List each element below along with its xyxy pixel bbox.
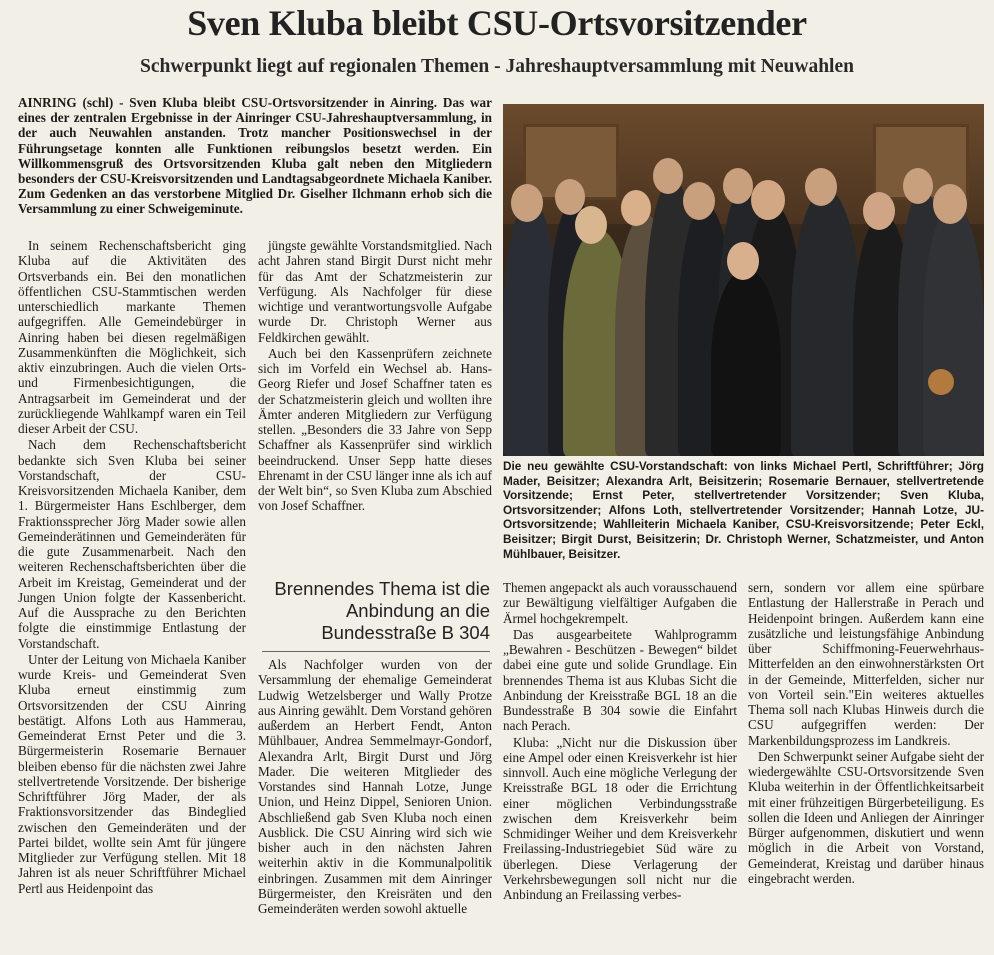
person-head [511,184,543,222]
person-head [903,168,933,204]
paragraph: Themen angepackt als auch vorausschauend zur Bewältigung vielfältiger Aufgaben die Ärmel hochgekrempelt. [503,580,737,626]
person-head [621,190,651,226]
paragraph: Das ausgearbeitete Wahlprogramm „Bewahren - Beschützen - Bewegen“ bildet dabei eine gute und solide Grundlage. Ein brennendes Thema ist aus Klubas Sicht die Anbindung der Kreisstraße BGL 18 an die Bundesstraße B 304 sowie die Einfahrt nach Perach. [503,626,737,734]
person-head [727,242,759,280]
column-4 [748,580,984,886]
column-2-lower [258,657,492,916]
person-head [805,168,837,206]
paragraph: Als Nachfolger wurden von der Versammlung der ehemalige Gemeinderat Ludwig Wetzelsberger und Wally Protze aus Ainring gewählt. Dem Vorstand gehören außerdem an Herbert Fendt, Anton Mühlbauer, Andrea Semmelmayr-Gondorf, Alexandra Arlt, Birgit Durst und Jörg Mader. Die weiteren Mitglieder des Vorstandes sind Hannah Lotze, Junge Union, und Heinz Dippel, Senioren Union. Abschließend gab Sven Kluba noch einen Ausblick. Die CSU Ainring wird sich wie bisher auch in den nächsten Jahren weiterhin aktiv in die Kommunalpolitik einbringen. Zusammen mit dem Ainringer Bürgermeister, den Kreisräten und den Gemeinderäten werden sowohl aktuelle [258,657,492,916]
subhead: Brennendes Thema ist die Anbindung an die Bundesstraße B 304 [274,578,490,643]
person-head [575,206,607,244]
paragraph: Kluba: „Nicht nur die Diskussion über eine Ampel oder einen Kreisverkehr ist hier sinnvoll. Auch eine mögliche Verlegung der Kreisstraße BGL 18 oder die Errichtung einer möglichen Verbindungsstraße zwischen dem Kreisverkehr beim Schmidinger Weiher und dem Kreisverkehr Freilassing-Industriegebiet Süd wäre zu überlegen. Diese Verlagerung der Verkehrsbewegungen soll nicht nur die Anbindung an Freilassing verbes- [503,734,737,902]
column-3 [503,580,737,902]
paragraph: jüngste gewählte Vorstandsmitglied. Nach acht Jahren stand Birgit Durst nicht mehr für das Amt der Schatzmeisterin zur Verfügung. Als Nachfolger für diese wichtige und verantwortungsvolle Aufgabe wurde Dr. Christoph Werner aus Feldkirchen gewählt. [258,238,492,345]
headline: Sven Kluba bleibt CSU-Ortsvorsitzender [187,3,807,43]
group-photo [503,104,984,456]
person-head [933,184,967,224]
column-1 [18,238,246,896]
paragraph: Nach dem Rechenschaftsbericht bedankte sich Sven Kluba bei seiner Vorstandschaft, der CSU- Kreisvorsitzenden Michaela Kaniber, dem 1. Bürgermeister Hans Eschlberger, dem Fraktionssprecher Jörg Mader sowie allen Gemeinderätinnen und Gemeinderäten für die gute Zusammenarbeit. Nach den weiteren Rechenschaftsberichten über die Arbeit im Kreistag, Gemeinderat und der Jungen Union folgte der Kassenbericht. Auf die Aussprache zu den Berichten folgte die einstimmige Entlastung der Vorstandschaft. [18,437,246,651]
person-head [723,168,753,204]
person-figure [711,269,781,456]
person-head [751,180,785,220]
person-head [653,158,683,194]
paragraph: In seinem Rechenschaftsbericht ging Kluba auf die Aktivitäten des Ortsverbands ein. Bei den monatlichen öffentlichen CSU-Stammtischen werden unterschiedlich markante Themen aufgegriffen. Alle Gemeindebürger in Ainring haben bei diesen regelmäßigen Zusammenkünften die Möglichkeit, sich aktiv einzubringen. Auch die vielen Orts- und Firmenbesichtigungen, die Antragsarbeit im Gemeinderat und der zurückliegende Wahlkampf waren ein Teil dieser Arbeit der CSU. [18,238,246,436]
subhead-rule [262,651,490,652]
paragraph: Den Schwerpunkt seiner Aufgabe sieht der wiedergewählte CSU-Ortsvorsitzende Sven Kluba weiterhin in der Öffentlichkeitsarbeit mit einer frühzeitigen Bürgerbeteiligung. Es sollen die Ideen und Anliegen der Ainringer Bürger aufgenommen, diskutiert und wenn möglich in die Arbeit von Vorstand, Gemeinderat, Kreistag und darüber hinaus eingebracht werden. [748,748,984,886]
photo-caption: Die neu gewählte CSU-Vorstandschaft: von links Michael Pertl, Schriftführer; Jörg Mader, Beisitzer; Alexandra Arlt, Beisitzerin; Rosemarie Bernauer, stellvertretende Vorsitzende; Ernst Peter, stellvertretender Vorsitzender; Sven Kluba, Ortsvorsitzender; Alfons Loth, stellvertretender Vorsitzender; Hannah Lotze, JU-Ortsvorsitzende; Wahlleiterin Michaela Kaniber, CSU-Kreisvorsitzende; Peter Eckl, Beisitzer; Birgit Durst, Beisitzerin; Dr. Christoph Werner, Schatzmeister, und Anton Mühlbauer, Beisitzer. [503,459,984,561]
person-figure [791,189,861,456]
person-head [863,192,895,230]
person-head [683,182,715,220]
paragraph: sern, sondern vor allem eine spürbare Entlastung der Hallerstraße in Perach und Heidenpoint bringen. Außerdem kann eine zusätzliche und leistungsfähige Anbindung über Schiffmoning-Feuerwehrhaus-Mitterfelden an den einwohnerstärksten Ort in der Gemeinde, Mitterfelden, sicher nur von Vorteil sein."Ein weiteres aktuelles Thema soll nach Klubas Hinweis durch die CSU aufgegriffen werden: Der Markenbildungsprozess im Landkreis. [748,580,984,748]
lead-paragraph: AINRING (schl) - Sven Kluba bleibt CSU-Ortsvorsitzender in Ainring. Das war eines der zentralen Ergebnisse in der Ainringer CSU-Jahreshauptversammlung, in der auch Neuwahlen anstanden. Trotz mancher Positionswechsel in der Führungsetage konnten alle Funktionen reibungslos besetzt werden. Ein Willkommensgruß des Ortsvorsitzenden Kluba galt neben den Mitgliedern besonders der CSU-Kreisvorsitzenden und Landtagsabgeordnete Michaela Kaniber. Zum Gedenken an das verstorbene Mitglied Dr. Giselher Ilchmann erhob sich die Versammlung zu einer Schweigeminute. [18,95,492,217]
subheadline: Schwerpunkt liegt auf regionalen Themen - Jahreshauptversammlung mit Neuwahlen [140,56,854,77]
column-2 [258,238,492,514]
paragraph: Auch bei den Kassenprüfern zeichnete sich im Vorfeld ein Wechsel ab. Hans-Georg Riefer und Josef Schaffner taten es der Schatzmeisterin gleich und wollten ihre Ämter anderen Mitgliedern zur Verfügung stellen. „Besonders die 33 Jahre von Sepp Schaffner als Kassenprüfer sind wirklich beeindruckend. Unser Sepp hatte dieses Ehrenamt in der CSU länger inne als ich auf der Welt bin“, so Sven Kluba zum Abschied von Josef Schaffner. [258,345,492,514]
paragraph: Unter der Leitung von Michaela Kaniber wurde Kreis- und Gemeinderat Sven Kluba erneut einstimmig zum Ortsvorsitzenden der CSU Ainring bestätigt. Alfons Loth aus Hammerau, Gemeinderat Ernst Peter und die 3. Bürgermeisterin Rosemarie Bernauer bleiben ebenso für die nächsten zwei Jahre stellvertretende Vorsitzende. Der bisherige Schriftführer Jörg Mader, der als Fraktionsvorsitzender das Bindeglied zwischen den Gemeinderäten und der Partei bildet, wollte sein Amt für jüngere Mitglieder zur Verfügung stellen. Mit 18 Jahren ist als neuer Schriftführer Michael Pertl aus Heidenpoint das [18,651,246,896]
person-figure [923,204,984,456]
decorative-orb [928,369,954,395]
